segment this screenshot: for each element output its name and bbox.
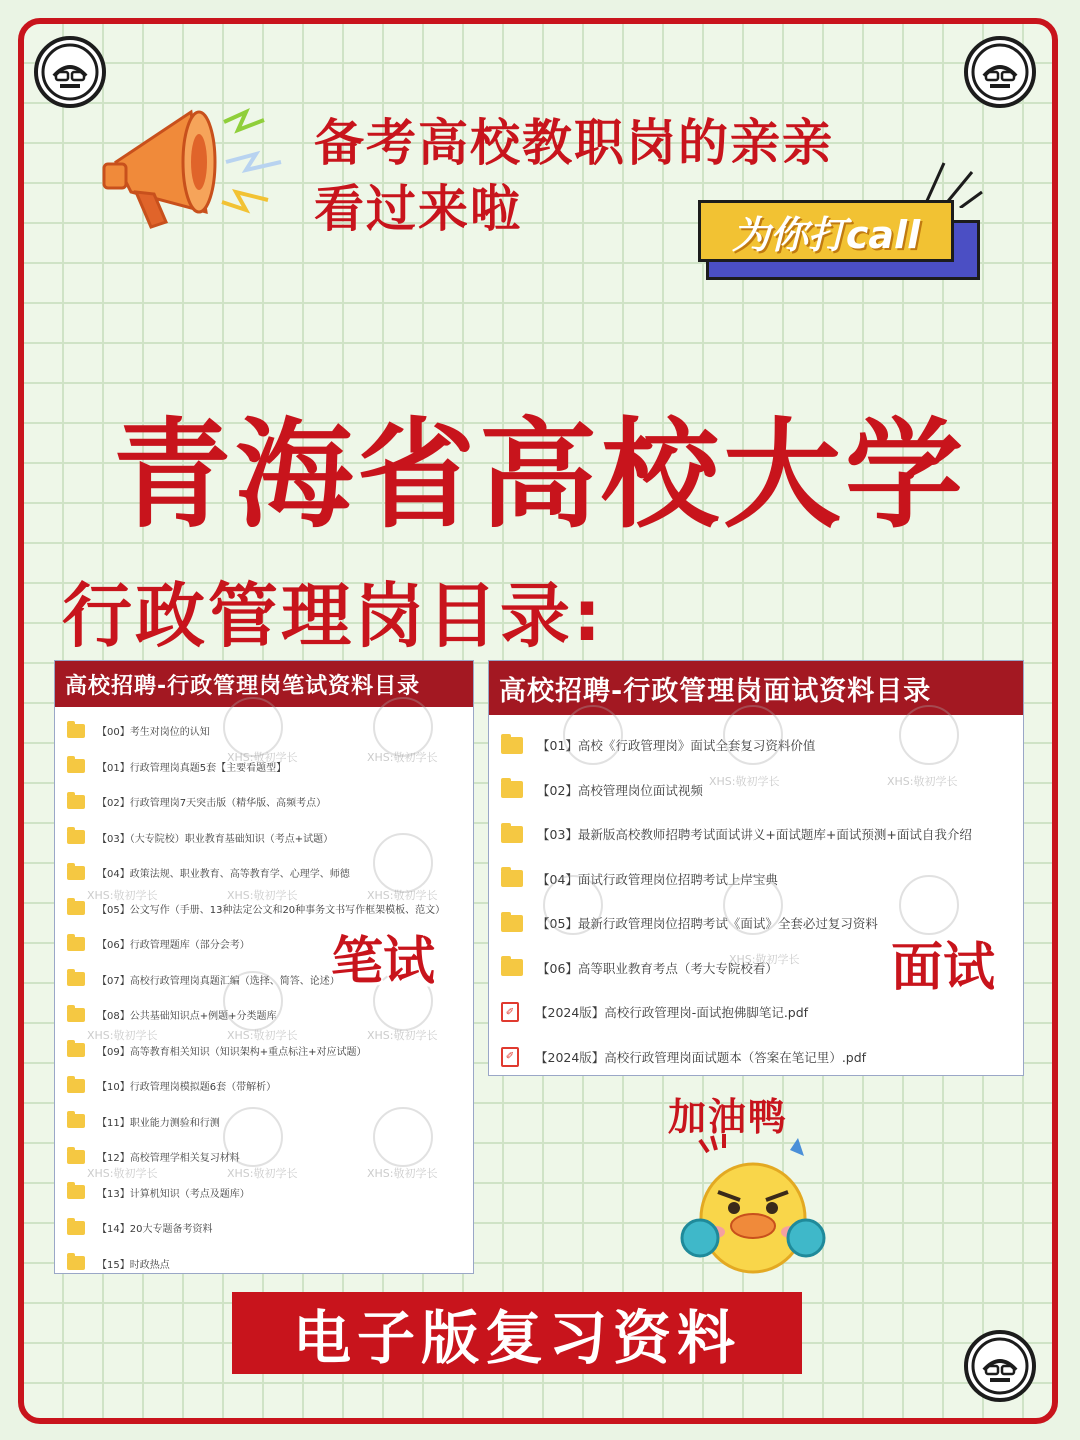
glasses-logo-icon xyxy=(40,42,100,102)
list-item-label: 【15】时政热点 xyxy=(97,1259,170,1271)
call-badge-label: 为你打call xyxy=(698,200,954,262)
folder-icon xyxy=(501,826,523,843)
list-item-label: 【10】行政管理岗模拟题6套（带解析） xyxy=(97,1082,277,1094)
list-item[interactable] xyxy=(67,1068,473,1104)
watermark-text: XHS:敬初学长 xyxy=(227,1167,298,1180)
interview-file-list xyxy=(489,715,1023,1076)
list-item[interactable] xyxy=(501,768,1023,813)
watermark-text: XHS:敬初学长 xyxy=(227,889,298,902)
watermark-text: XHS:敬初学长 xyxy=(87,1167,158,1180)
watermark-text: XHS:敬初学长 xyxy=(87,889,158,902)
pdf-icon: ✐ xyxy=(501,1002,519,1022)
list-item[interactable] xyxy=(67,1210,473,1246)
list-item-label: 【05】公文写作（手册、13种法定公文和20种事务文书写作框架模板、范文） xyxy=(97,904,446,916)
list-item-label: 【13】计算机知识（考点及题库） xyxy=(97,1188,250,1200)
list-item-label: 【12】高校管理学相关复习材料 xyxy=(97,1153,240,1165)
list-item-label: 【04】面试行政管理岗位招聘考试上岸宝典 xyxy=(537,871,778,887)
list-item[interactable] xyxy=(67,1139,473,1175)
folder-icon xyxy=(501,737,523,754)
watermark-text: XHS:敬初学长 xyxy=(227,751,298,764)
folder-icon xyxy=(67,759,85,773)
folder-icon xyxy=(67,937,85,951)
written-exam-tag: 笔试 xyxy=(331,932,436,992)
list-item[interactable] xyxy=(67,997,473,1033)
folder-icon xyxy=(67,1114,85,1128)
list-item[interactable] xyxy=(67,1033,473,1069)
list-item-label: 【14】20大专题备考资料 xyxy=(97,1224,213,1236)
folder-icon xyxy=(501,959,523,976)
watermark-text: XHS:敬初学长 xyxy=(227,1029,298,1042)
folder-icon xyxy=(67,901,85,915)
folder-icon xyxy=(67,1150,85,1164)
written-panel-header: 高校招聘-行政管理岗笔试资料目录 xyxy=(55,661,473,707)
list-item-label: 【2024版】高校行政管理岗面试题本（答案在笔记里）.pdf xyxy=(535,1049,867,1065)
corner-logo-bottom-right xyxy=(964,1330,1036,1402)
folder-icon xyxy=(67,1079,85,1093)
list-item-label: 【03】（大专院校）职业教育基础知识（考点+试题） xyxy=(97,833,334,845)
main-title: 青海省高校大学 xyxy=(112,406,967,544)
folder-icon xyxy=(67,1043,85,1057)
folder-icon xyxy=(67,830,85,844)
folder-icon xyxy=(67,724,85,738)
folder-icon xyxy=(67,866,85,880)
list-item[interactable] xyxy=(67,713,473,749)
duck-mascot-icon xyxy=(678,1128,828,1278)
interview-panel xyxy=(488,660,1024,1076)
watermark-text: XHS:敬初学长 xyxy=(367,889,438,902)
list-item-label: 【01】高校《行政管理岗》面试全套复习资料价值 xyxy=(537,738,816,754)
list-item-label: 【03】最新版高校教师招聘考试面试讲义+面试题库+面试预测+面试自我介绍 xyxy=(537,827,972,843)
list-item[interactable] xyxy=(67,1246,473,1275)
list-item-label: 【01】行政管理岗真题5套【主要看题型】 xyxy=(97,762,287,774)
list-item-label: 【00】考生对岗位的认知 xyxy=(97,727,210,739)
folder-icon xyxy=(67,1221,85,1235)
list-item[interactable] xyxy=(67,855,473,891)
interview-tag: 面试 xyxy=(891,938,996,998)
list-item-label: 【06】行政管理题库（部分会考） xyxy=(97,940,250,952)
interview-panel-header: 高校招聘-行政管理岗面试资料目录 xyxy=(489,661,1023,715)
folder-icon xyxy=(501,870,523,887)
corner-logo-top-right xyxy=(964,36,1036,108)
watermark-text: XHS:敬初学长 xyxy=(367,1167,438,1180)
list-item-label: 【06】高等职业教育考点（考大专院校看） xyxy=(537,960,778,976)
watermark-text: XHS:敬初学长 xyxy=(709,775,780,788)
watermark-text: XHS:敬初学长 xyxy=(367,1029,438,1042)
list-item[interactable] xyxy=(501,812,1023,857)
list-item-label: 【2024版】高校行政管理岗-面试抱佛脚笔记.pdf xyxy=(535,1005,809,1021)
list-item-label: 【02】行政管理岗7天突击版（精华版、高频考点） xyxy=(97,798,327,810)
glasses-logo-icon xyxy=(970,1336,1030,1396)
list-item-label: 【11】职业能力测验和行测 xyxy=(97,1117,220,1129)
folder-icon xyxy=(67,1008,85,1022)
watermark-text: XHS:敬初学长 xyxy=(87,1029,158,1042)
watermark-text: XHS:敬初学长 xyxy=(729,953,800,966)
folder-icon xyxy=(67,972,85,986)
list-item[interactable] xyxy=(67,820,473,856)
headline-line-1: 备考高校教职岗的亲亲 xyxy=(314,114,834,172)
list-item-label: 【09】高等教育相关知识（知识架构+重点标注+对应试题） xyxy=(97,1046,367,1058)
list-item[interactable] xyxy=(501,857,1023,902)
headline-line-2: 看过来啦 xyxy=(314,180,522,238)
list-item[interactable] xyxy=(67,1104,473,1140)
list-item-label: 【04】政策法规、职业教育、高等教育学、心理学、师德 xyxy=(97,869,350,881)
sub-title: 行政管理岗目录: xyxy=(62,575,604,657)
list-item-label: 【07】高校行政管理岗真题汇编（选择、简答、论述） xyxy=(97,975,340,987)
call-badge xyxy=(698,198,988,288)
folder-icon xyxy=(67,1185,85,1199)
glasses-logo-icon xyxy=(970,42,1030,102)
list-item-label: 【08】公共基础知识点+例题+分类题库 xyxy=(97,1011,277,1023)
list-item[interactable] xyxy=(501,1035,1023,1077)
list-item[interactable] xyxy=(501,723,1023,768)
folder-icon xyxy=(501,915,523,932)
watermark-text: XHS:敬初学长 xyxy=(887,775,958,788)
megaphone-icon xyxy=(96,92,296,242)
bottom-banner: 电子版复习资料 xyxy=(232,1292,802,1374)
watermark-text: XHS:敬初学长 xyxy=(367,751,438,764)
list-item-label: 【02】高校管理岗位面试视频 xyxy=(537,782,703,798)
list-item[interactable] xyxy=(67,1175,473,1211)
cheer-text: 加油鸭 xyxy=(668,1094,789,1139)
folder-icon xyxy=(67,1256,85,1270)
list-item[interactable] xyxy=(67,784,473,820)
folder-icon xyxy=(501,781,523,798)
list-item-label: 【05】最新行政管理岗位招聘考试《面试》全套必过复习资料 xyxy=(537,916,878,932)
folder-icon xyxy=(67,795,85,809)
pdf-icon: ✐ xyxy=(501,1047,519,1067)
written-exam-panel xyxy=(54,660,474,1274)
list-item[interactable] xyxy=(67,749,473,785)
